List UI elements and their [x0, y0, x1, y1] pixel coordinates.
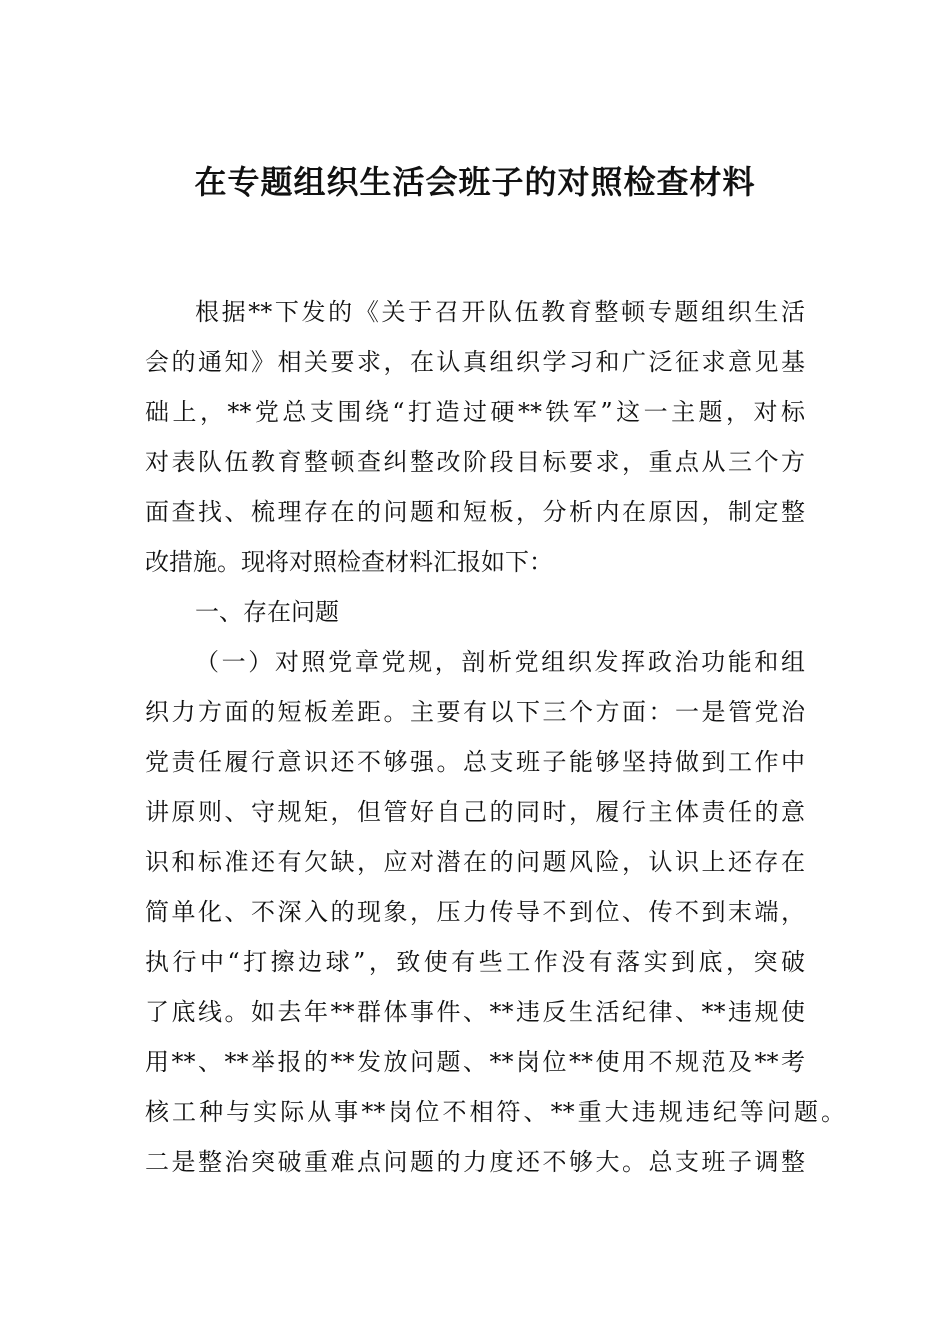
body-line: 面查找、梳理存在的问题和短板，分析内在原因，制定整: [145, 498, 805, 526]
body-line: 织力方面的短板差距。主要有以下三个方面：一是管党治: [145, 698, 805, 726]
body-line: 党责任履行意识还不够强。总支班子能够坚持做到工作中: [145, 748, 805, 776]
body-line: 根据**下发的《关于召开队伍教育整顿专题组织生活: [195, 298, 805, 326]
body-line: 对表队伍教育整顿查纠整改阶段目标要求，重点从三个方: [145, 448, 805, 476]
section-heading: 一、存在问题: [195, 598, 339, 626]
body-line: 识和标准还有欠缺，应对潜在的问题风险，认识上还存在: [145, 848, 805, 876]
body-line: 会的通知》相关要求，在认真组织学习和广泛征求意见基: [145, 348, 805, 376]
body-line: （一）对照党章党规，剖析党组织发挥政治功能和组: [195, 648, 805, 676]
document-title: 在专题组织生活会班子的对照检查材料: [194, 163, 756, 201]
body-line: 改措施。现将对照检查材料汇报如下：: [145, 548, 553, 576]
body-line: 核工种与实际从事**岗位不相符、**重大违规违纪等问题。: [145, 1098, 845, 1126]
body-line: 了底线。如去年**群体事件、**违反生活纪律、**违规使: [145, 998, 805, 1026]
body-line: 执行中“打擦边球”，致使有些工作没有落实到底，突破: [145, 948, 805, 976]
body-line: 用**、**举报的**发放问题、**岗位**使用不规范及**考: [145, 1048, 805, 1076]
body-line: 讲原则、守规矩，但管好自己的同时，履行主体责任的意: [145, 798, 805, 826]
document-body: [145, 287, 845, 1187]
body-line: 简单化、不深入的现象，压力传导不到位、传不到末端，: [145, 898, 805, 926]
body-line: 二是整治突破重难点问题的力度还不够大。总支班子调整: [145, 1148, 805, 1176]
body-line: 础上，**党总支围绕“打造过硬**铁军”这一主题，对标: [145, 398, 805, 426]
